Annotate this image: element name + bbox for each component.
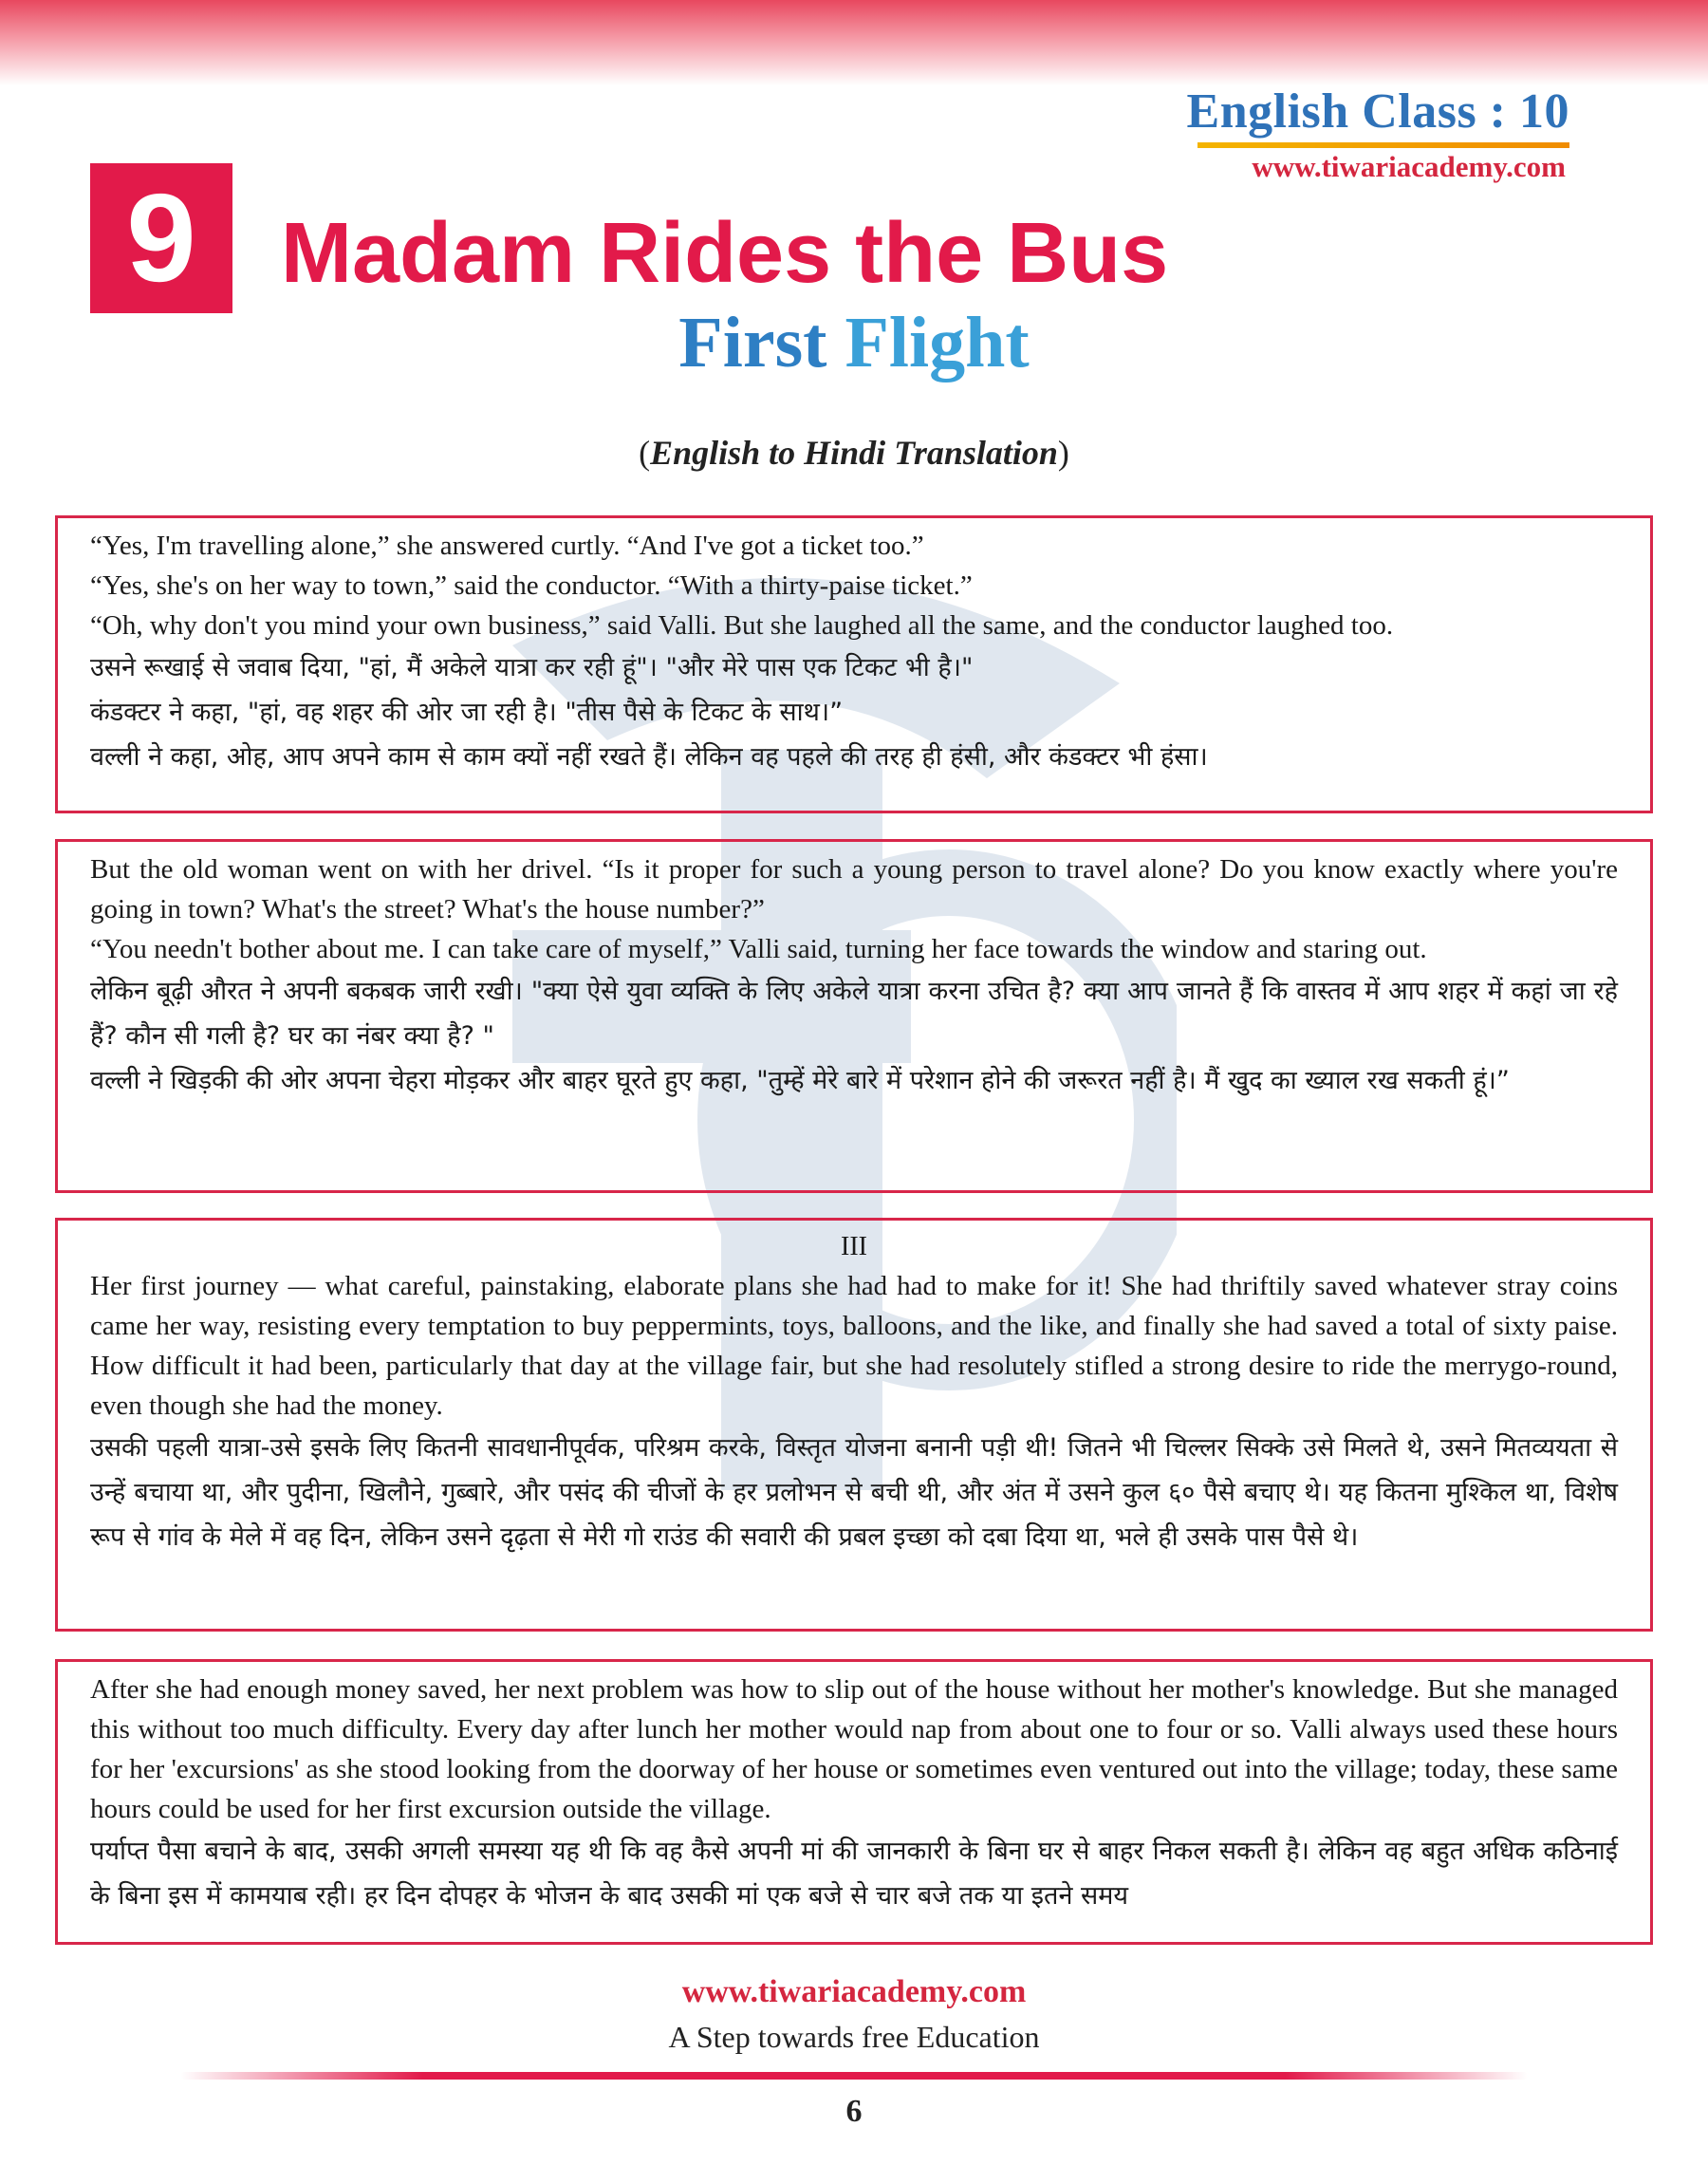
subtitle-open-paren: ( xyxy=(639,434,651,472)
hindi-paragraph: लेकिन बूढ़ी औरत ने अपनी बकबक जारी रखी। "क्या ऐसे युवा व्यक्ति के लिए अकेले यात्रा करना उचित है? क्या आप जानते हैं कि वास्तव में आप शहर में कहां जा रहे हैं? कौन सी गली है? घर का नंबर क्या है? " xyxy=(90,977,1618,1051)
translation-block-4 xyxy=(55,1659,1653,1945)
subtitle-text: English to Hindi Translation xyxy=(650,434,1058,472)
book-title-word-1: First xyxy=(678,303,827,382)
hindi-paragraph: वल्ली ने खिड़की की ओर अपना चेहरा मोड़कर और बाहर घूरते हुए कहा, "तुम्हें मेरे बारे में परेशान होने की जरूरत नहीं है। मैं खुद का ख्याल रख सकती हूं।” xyxy=(90,1066,1510,1095)
section-number: III xyxy=(841,1232,867,1261)
book-title-word-2: Flight xyxy=(845,303,1030,382)
class-label: English Class : 10 xyxy=(1186,84,1569,139)
page-number: 6 xyxy=(845,2094,863,2129)
translation-block-3 xyxy=(55,1218,1653,1632)
english-paragraph: “You needn't bother about me. I can take care of myself,” Valli said, turning her face towards the window and staring out. xyxy=(90,934,1427,964)
hindi-line: उसने रूखाई से जवाब दिया, "हां, मैं अकेले यात्रा कर रही हूं"। "और मेरे पास एक टिकट भी है।" xyxy=(90,653,974,682)
hindi-line: वल्ली ने कहा, ओह, आप अपने काम से काम क्यों नहीं रखते हैं। लेकिन वह पहले की तरह ही हंसी, और कंडक्टर भी हंसा। xyxy=(90,742,1208,772)
header-website-link[interactable]: www.tiwariacademy.com xyxy=(1252,150,1566,183)
english-line: “Oh, why don't you mind your own business,” said Valli. But she laughed all the same, and the conductor laughed too. xyxy=(90,610,1394,641)
translation-block-2 xyxy=(55,839,1653,1193)
footer-tagline: A Step towards free Education xyxy=(668,2020,1040,2054)
english-paragraph: Her first journey — what careful, painstaking, elaborate plans she had had to make for it! She had thriftily saved whatever stray coins came her way, resisting every temptation to buy peppermints, toys, balloons, and the like, and finally she had saved a total of sixty paise. How difficult it had been, particularly that day at the village fair, but she had resolutely stifled a strong desire to ride the merrygo-round, even though she had the money. xyxy=(90,1271,1618,1421)
translation-block-1 xyxy=(55,515,1653,813)
class-label-underline xyxy=(1197,142,1569,148)
english-line: “Yes, she's on her way to town,” said the conductor. “With a thirty-paise ticket.” xyxy=(90,570,973,601)
top-gradient-band xyxy=(0,0,1708,85)
footer-website-link[interactable]: www.tiwariacademy.com xyxy=(681,1974,1027,2009)
hindi-line: कंडक्टर ने कहा, "हां, वह शहर की ओर जा रही है। "तीस पैसे के टिकट के साथ।” xyxy=(90,698,844,727)
subtitle-close-paren: ) xyxy=(1057,434,1069,472)
english-paragraph: After she had enough money saved, her next problem was how to slip out of the house without her mother's knowledge. But she managed this without too much difficulty. Every day after lunch her mother would nap from about one to four or so. Valli always used these hours for her 'excursions' as she stood looking from the doorway of her house or sometimes even ventured out into the village; today, these same hours could be used for her first excursion outside the village. xyxy=(90,1674,1618,1824)
english-paragraph: But the old woman went on with her drivel. “Is it proper for such a young person to travel alone? Do you know exactly where you're going in town? What's the street? What's the house number?” xyxy=(90,854,1618,924)
footer-divider xyxy=(180,2072,1528,2080)
translation-subtitle xyxy=(0,433,1708,473)
chapter-number: 9 xyxy=(90,163,232,313)
hindi-paragraph: पर्याप्त पैसा बचाने के बाद, उसकी अगली समस्या यह थी कि वह कैसे अपनी मां की जानकारी के बिना घर से बाहर निकल सकती है। लेकिन वह बहुत अधिक कठिनाई के बिना इस में कामयाब रही। हर दिन दोपहर के भोजन के बाद उसकी मां एक बजे से चार बजे तक या इतने समय xyxy=(90,1837,1618,1911)
hindi-paragraph: उसकी पहली यात्रा-उसे इसके लिए कितनी सावधानीपूर्वक, परिश्रम करके, विस्तृत योजना बनानी पड़ी थी! जितने भी चिल्लर सिक्के उसे मिलते थे, उसने मितव्ययता से उन्हें बचाया था, और पुदीना, खिलौने, गुब्बारे, और पसंद की चीजों के हर प्रलोभन से बची थी, और अंत में उसने कुल ६० पैसे बचाए थे। यह कितना मुश्किल था, विशेष रूप से गांव के मेले में वह दिन, लेकिन उसने दृढ़ता से मेरी गो राउंड की सवारी की प्रबल इच्छा को दबा दिया था, भले ही उसके पास पैसे थे। xyxy=(90,1433,1618,1552)
book-title xyxy=(0,302,1708,384)
english-line: “Yes, I'm travelling alone,” she answered curtly. “And I've got a ticket too.” xyxy=(90,531,924,561)
chapter-title: Madam Rides the Bus xyxy=(281,206,1169,301)
